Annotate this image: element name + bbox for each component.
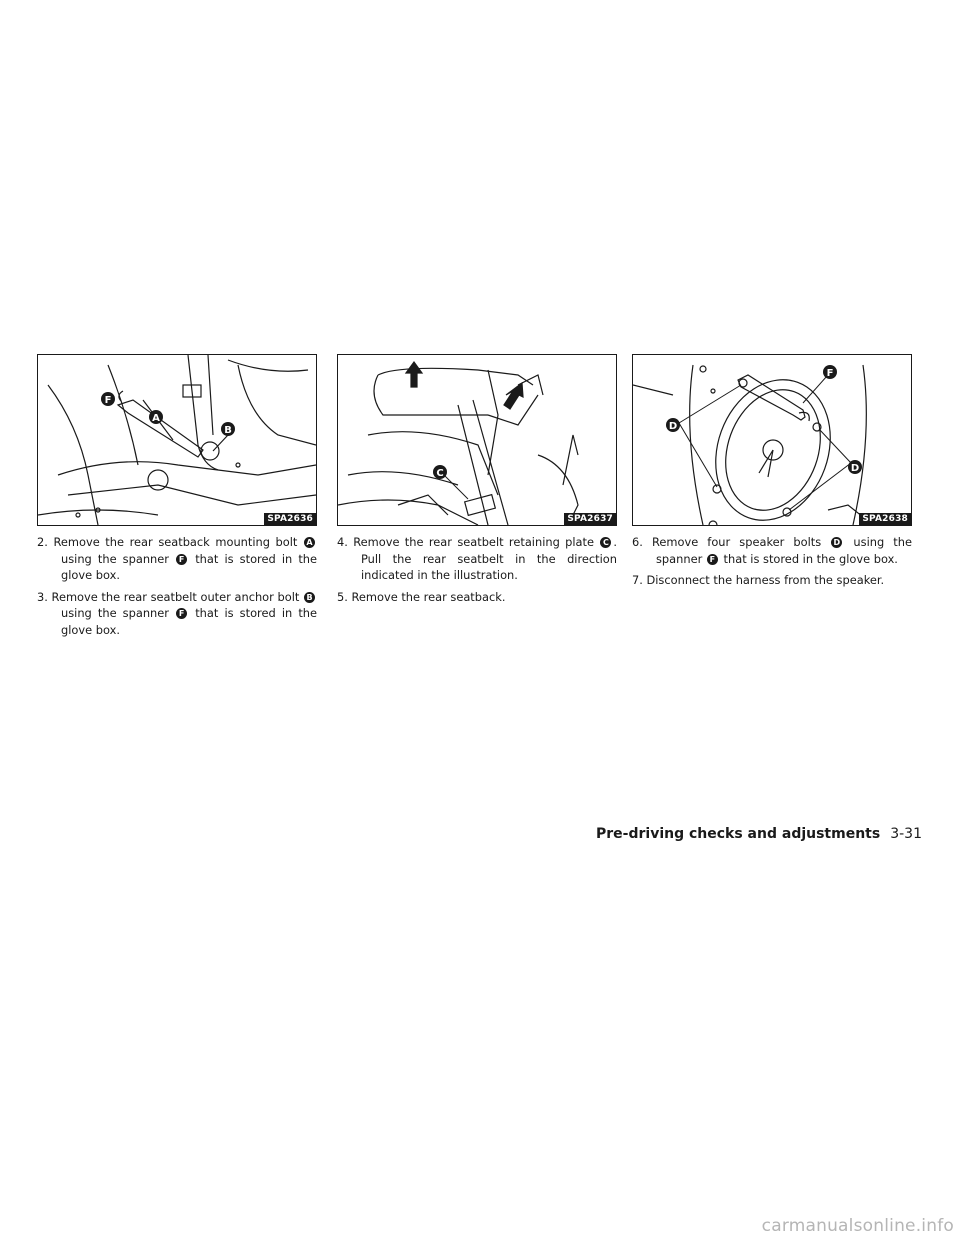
step-text: . Pull the rear seatbelt in the direction indicated in the illustration. xyxy=(361,535,617,582)
figure-2-callouts xyxy=(338,355,616,525)
steps-column-3 xyxy=(632,534,912,589)
step-6 xyxy=(632,534,912,567)
watermark: carmanualsonline.info xyxy=(761,1216,954,1236)
svg-text:B: B xyxy=(224,425,232,436)
callout-f-marker xyxy=(101,392,115,406)
step-text: Disconnect the harness from the speaker. xyxy=(646,573,885,587)
step-3 xyxy=(37,589,317,639)
column-1 xyxy=(37,354,317,643)
page-footer xyxy=(0,826,922,842)
svg-text:F: F xyxy=(826,368,834,379)
step-text: using the spanner xyxy=(61,606,169,620)
step-number: 2. xyxy=(37,535,48,549)
step-text: using the spanner xyxy=(656,535,912,566)
column-2 xyxy=(337,354,617,610)
step-number: 7. xyxy=(632,573,643,587)
callout-f-icon: F xyxy=(176,554,187,565)
svg-text:D: D xyxy=(668,421,678,432)
callout-c-marker xyxy=(433,465,447,479)
callout-c-icon: C xyxy=(600,537,611,548)
step-7 xyxy=(632,572,912,589)
step-text: using the spanner xyxy=(61,551,169,566)
figure-seatbelt-plate xyxy=(337,354,617,526)
step-number: 5. xyxy=(337,589,348,604)
step-text: that is stored in the glove box. xyxy=(61,606,318,637)
section-title: Pre-driving checks and adjustments xyxy=(596,826,881,842)
step-number: 3. xyxy=(37,589,48,604)
figure-code: SPA2636 xyxy=(264,513,316,525)
figure-code: SPA2638 xyxy=(859,513,911,525)
step-text: Remove the rear seatbelt retaining plate xyxy=(353,535,595,549)
steps-column-1 xyxy=(37,534,317,638)
step-text: Remove four speaker bolts xyxy=(651,535,822,549)
figure-code: SPA2637 xyxy=(564,513,616,525)
steps-column-2 xyxy=(337,534,617,605)
figure-1-callouts xyxy=(38,355,316,525)
step-text: Remove the rear seatback mounting bolt xyxy=(53,535,298,549)
svg-text:A: A xyxy=(152,413,160,424)
step-text: that is stored in the glove box. xyxy=(723,551,898,566)
svg-text:F: F xyxy=(104,395,112,406)
step-5 xyxy=(337,589,617,606)
step-2 xyxy=(37,534,317,584)
figure-speaker-bolts xyxy=(632,354,912,526)
step-text: that is stored in the glove box. xyxy=(61,551,318,582)
callout-d-marker xyxy=(848,460,862,474)
svg-text:C: C xyxy=(436,468,444,479)
callout-f-icon: F xyxy=(176,608,187,619)
step-text: Remove the rear seatback. xyxy=(351,589,506,604)
svg-text:D: D xyxy=(850,463,860,474)
callout-a-marker xyxy=(149,410,163,424)
callout-a-icon: A xyxy=(304,537,315,548)
figure-seatback-bolt xyxy=(37,354,317,526)
callout-b-icon: B xyxy=(304,592,315,603)
step-4 xyxy=(337,534,617,584)
figure-3-callouts xyxy=(633,355,911,525)
step-number: 6. xyxy=(632,535,643,549)
callout-f-icon: F xyxy=(707,554,718,565)
callout-d-icon: D xyxy=(831,537,842,548)
callout-f-marker xyxy=(823,365,837,379)
page-number: 3-31 xyxy=(890,826,922,842)
column-3 xyxy=(632,354,912,594)
callout-d-marker xyxy=(666,418,680,432)
step-text: Remove the rear seatbelt outer anchor bolt xyxy=(51,589,300,604)
callout-b-marker xyxy=(221,422,235,436)
step-number: 4. xyxy=(337,535,348,549)
